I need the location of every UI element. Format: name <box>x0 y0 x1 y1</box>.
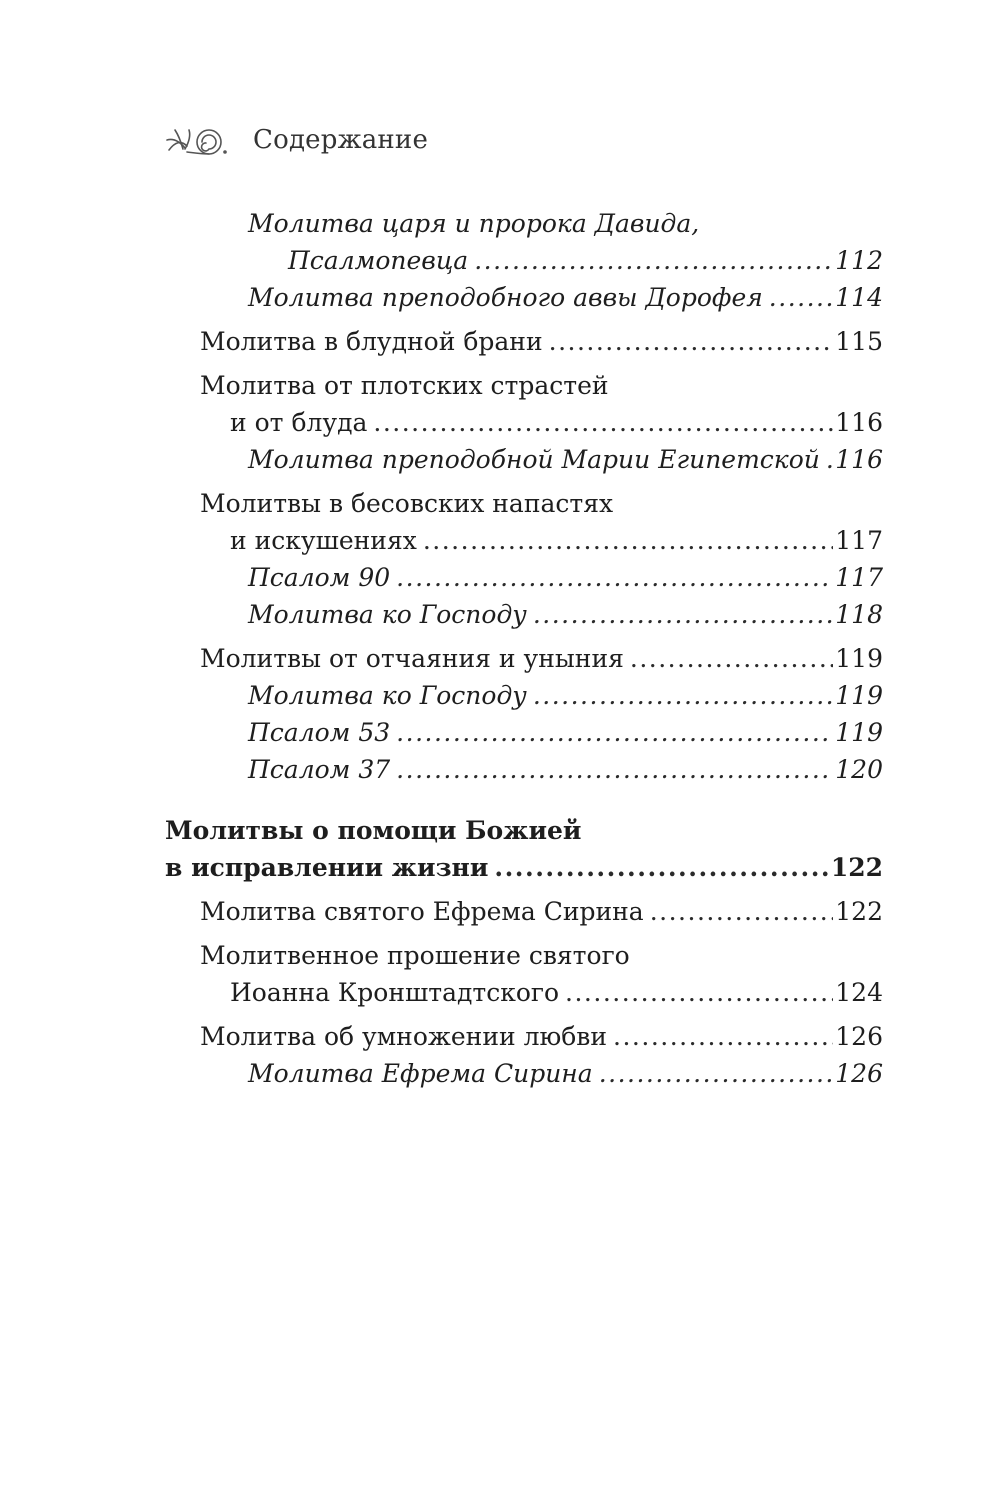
toc-page-number: 118 <box>835 600 883 629</box>
toc-entry[interactable] <box>165 441 883 478</box>
dot-leader <box>826 441 833 478</box>
running-header <box>165 118 428 162</box>
toc-entry[interactable] <box>165 485 883 559</box>
toc-entry[interactable] <box>165 937 883 1011</box>
toc-entry-text: Молитвенное прошение святого <box>200 941 630 970</box>
toc-page-number: 116 <box>835 408 883 437</box>
toc-page-number: 115 <box>835 327 883 356</box>
toc-entry-text: Молитва от плотских страстей <box>200 371 609 400</box>
dot-leader <box>650 893 834 930</box>
dot-leader <box>423 522 833 559</box>
toc-entry-text: Молитвы о помощи Божией <box>165 816 582 845</box>
toc-entry-text: Молитва ко Господу <box>248 600 527 629</box>
dot-leader <box>494 849 828 886</box>
toc-entry[interactable] <box>165 751 883 788</box>
toc-page-number: 122 <box>830 853 883 882</box>
toc-entry[interactable] <box>165 279 883 316</box>
toc-entry-text: в исправлении жизни <box>165 853 489 882</box>
dot-leader <box>396 714 833 751</box>
toc-entry-text: Молитва преподобного аввы Дорофея <box>248 283 763 312</box>
toc-entry-text: Молитвы от отчаяния и уныния <box>200 644 624 673</box>
toc-entry-text: Молитва святого Ефрема Сирина <box>200 897 644 926</box>
toc-entry-text: и искушениях <box>230 526 417 555</box>
dot-leader <box>396 559 833 596</box>
dot-leader <box>396 751 833 788</box>
dot-leader <box>769 279 833 316</box>
toc-entry[interactable] <box>165 559 883 596</box>
toc-entry-text: Молитва преподобной Марии Египетской <box>248 445 820 474</box>
toc-entry-text: Псалом 37 <box>248 755 391 784</box>
toc-entry-text: Молитва об умножении любви <box>200 1022 608 1051</box>
toc-page-number: 119 <box>835 644 883 673</box>
toc-page-number: 119 <box>835 681 883 710</box>
floral-ornament-icon <box>165 122 229 158</box>
toc-page-number: 114 <box>835 283 883 312</box>
dot-leader <box>613 1018 833 1055</box>
toc-entry[interactable] <box>165 205 883 279</box>
toc-entry-text: Псалом 53 <box>248 718 391 747</box>
toc-page-number: 126 <box>835 1059 883 1088</box>
toc-page-number: 117 <box>835 563 883 592</box>
dot-leader <box>373 404 833 441</box>
toc-entry-text: Молитва Ефрема Сирина <box>248 1059 593 1088</box>
toc-entry[interactable] <box>165 714 883 751</box>
toc-entry[interactable] <box>165 893 883 930</box>
toc-page-number: 112 <box>835 246 883 275</box>
dot-leader <box>549 323 834 360</box>
dot-leader <box>533 677 833 714</box>
toc-entry[interactable] <box>165 677 883 714</box>
toc-entry-text: и от блуда <box>230 408 368 437</box>
toc-entry-text: Молитва ко Господу <box>248 681 527 710</box>
toc-entry-text: Псалом 90 <box>248 563 391 592</box>
dot-leader <box>474 242 833 279</box>
toc-entry-text: Молитва в блудной брани <box>200 327 543 356</box>
dot-leader <box>630 640 833 677</box>
toc-page-number: 117 <box>835 526 883 555</box>
toc-entry[interactable] <box>165 1018 883 1055</box>
toc-entry-text: Иоанна Кронштадтского <box>230 978 560 1007</box>
toc-entry[interactable] <box>165 367 883 441</box>
toc-page-number: 122 <box>835 897 883 926</box>
dot-leader <box>533 596 833 633</box>
toc-page-number: 119 <box>835 718 883 747</box>
toc-section-heading[interactable] <box>165 812 883 886</box>
toc-entry-text: Молитвы в бесовских напастях <box>200 489 614 518</box>
table-of-contents <box>165 205 883 1092</box>
toc-page-number: 126 <box>835 1022 883 1051</box>
toc-page-number: 120 <box>835 755 883 784</box>
dot-leader <box>599 1055 834 1092</box>
toc-entry[interactable] <box>165 323 883 360</box>
toc-entry-text: Молитва царя и пророка Давида, <box>248 209 700 238</box>
toc-page-number: 116 <box>835 445 883 474</box>
toc-entry[interactable] <box>165 1055 883 1092</box>
toc-entry[interactable] <box>165 640 883 677</box>
toc-entry-text: Псалмопевца <box>288 246 469 275</box>
header-title: Содержание <box>253 125 429 155</box>
dot-leader <box>565 974 833 1011</box>
toc-page-number: 124 <box>835 978 883 1007</box>
toc-entry[interactable] <box>165 596 883 633</box>
